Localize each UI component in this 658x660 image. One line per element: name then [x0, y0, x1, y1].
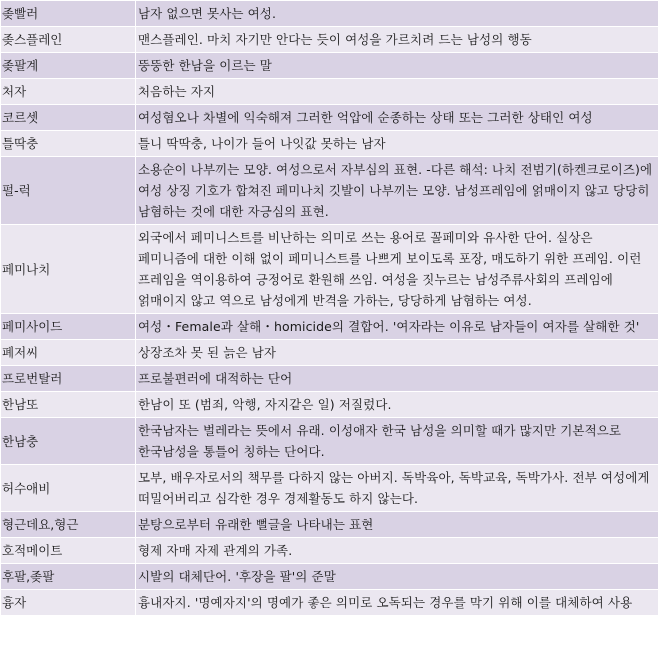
- definition-cell: 형제 자매 자제 관계의 가족.: [136, 538, 658, 564]
- table-row: [1, 79, 658, 105]
- table-row: [1, 131, 658, 157]
- term-cell: 페미나치: [1, 225, 136, 314]
- table-row: [1, 157, 658, 225]
- term-cell: 호적메이트: [1, 538, 136, 564]
- definition-cell: 시발의 대체단어. '후장을 팔'의 준말: [136, 564, 658, 590]
- table-row: [1, 590, 658, 616]
- term-cell: 좆팔계: [1, 53, 136, 79]
- table-row: [1, 538, 658, 564]
- definition-cell: 한국남자는 벌레라는 뜻에서 유래. 이성애자 한국 남성을 의미할 때가 많지만 기본적으로 한국남성을 통틀어 칭하는 단어다.: [136, 418, 658, 465]
- definition-cell: 여성・Female과 살해・homicide의 결합어. '여자라는 이유로 남자들이 여자를 살해한 것': [136, 314, 658, 340]
- term-cell: 좆빨러: [1, 1, 136, 27]
- term-cell: 폐저씨: [1, 340, 136, 366]
- definition-cell: 분탕으로부터 유래한 뻘글을 나타내는 표현: [136, 512, 658, 538]
- table-row: [1, 105, 658, 131]
- term-cell: 틀딱충: [1, 131, 136, 157]
- term-cell: 페미사이드: [1, 314, 136, 340]
- term-cell: 허수애비: [1, 465, 136, 512]
- term-cell: 형근데요,형근: [1, 512, 136, 538]
- term-cell: 코르셋: [1, 105, 136, 131]
- definition-cell: 처음하는 자지: [136, 79, 658, 105]
- term-cell: 펄-럭: [1, 157, 136, 225]
- definition-cell: 외국에서 페미니스트를 비난하는 의미로 쓰는 용어로 꼴페미와 유사한 단어. 실상은 페미니즘에 대한 이해 없이 페미니스트를 나쁘게 보이도록 포장, 매도하기 위한 프레임. 이런 프레임을 역이용하여 긍정어로 환원해 쓰임. 여성을 짓누르는 남성주류사회의 프레임에 얽매이지 않고 역으로 남성에게 반격을 가하는, 당당하게 남혐하는 여성.: [136, 225, 658, 314]
- term-cell: 프로번탈러: [1, 366, 136, 392]
- glossary-body: [1, 1, 658, 616]
- definition-cell: 틀니 딱딱충, 나이가 들어 나잇값 못하는 남자: [136, 131, 658, 157]
- term-cell: 좆스플레인: [1, 27, 136, 53]
- table-row: [1, 314, 658, 340]
- term-cell: 한남또: [1, 392, 136, 418]
- table-row: [1, 392, 658, 418]
- definition-cell: 상장조차 못 된 늙은 남자: [136, 340, 658, 366]
- table-row: [1, 340, 658, 366]
- term-cell: 후팔,좆팔: [1, 564, 136, 590]
- table-row: [1, 225, 658, 314]
- table-row: [1, 418, 658, 465]
- definition-cell: 한남이 또 (범죄, 악행, 자지같은 일) 저질렀다.: [136, 392, 658, 418]
- table-row: [1, 27, 658, 53]
- definition-cell: 흉내자지. '명예자지'의 명예가 좋은 의미로 오독되는 경우를 막기 위해 이를 대체하여 사용: [136, 590, 658, 616]
- term-cell: 한남충: [1, 418, 136, 465]
- table-row: [1, 366, 658, 392]
- definition-cell: 소용순이 나부끼는 모양. 여성으로서 자부심의 표현. -다른 해석: 나치 전범기(하켄크로이즈)에 여성 상징 기호가 합쳐진 페미나치 깃발이 나부끼는 모양. 남성프레임에 얽매이지 않고 당당히 남혐하는 것에 대한 자긍심의 표현.: [136, 157, 658, 225]
- table-row: [1, 465, 658, 512]
- definition-cell: 뚱뚱한 한남을 이르는 말: [136, 53, 658, 79]
- table-row: [1, 564, 658, 590]
- definition-cell: 프로불편러에 대적하는 단어: [136, 366, 658, 392]
- definition-cell: 남자 없으면 못사는 여성.: [136, 1, 658, 27]
- table-row: [1, 53, 658, 79]
- table-row: [1, 512, 658, 538]
- definition-cell: 모부, 배우자로서의 책무를 다하지 않는 아버지. 독박육아, 독박교육, 독박가사. 전부 여성에게 떠밀어버리고 심각한 경우 경제활동도 하지 않는다.: [136, 465, 658, 512]
- definition-cell: 맨스플레인. 마치 자기만 안다는 듯이 여성을 가르치려 드는 남성의 행동: [136, 27, 658, 53]
- table-row: [1, 1, 658, 27]
- term-cell: 흉자: [1, 590, 136, 616]
- definition-cell: 여성혐오나 차별에 익숙해져 그러한 억압에 순종하는 상태 또는 그러한 상태인 여성: [136, 105, 658, 131]
- term-cell: 처자: [1, 79, 136, 105]
